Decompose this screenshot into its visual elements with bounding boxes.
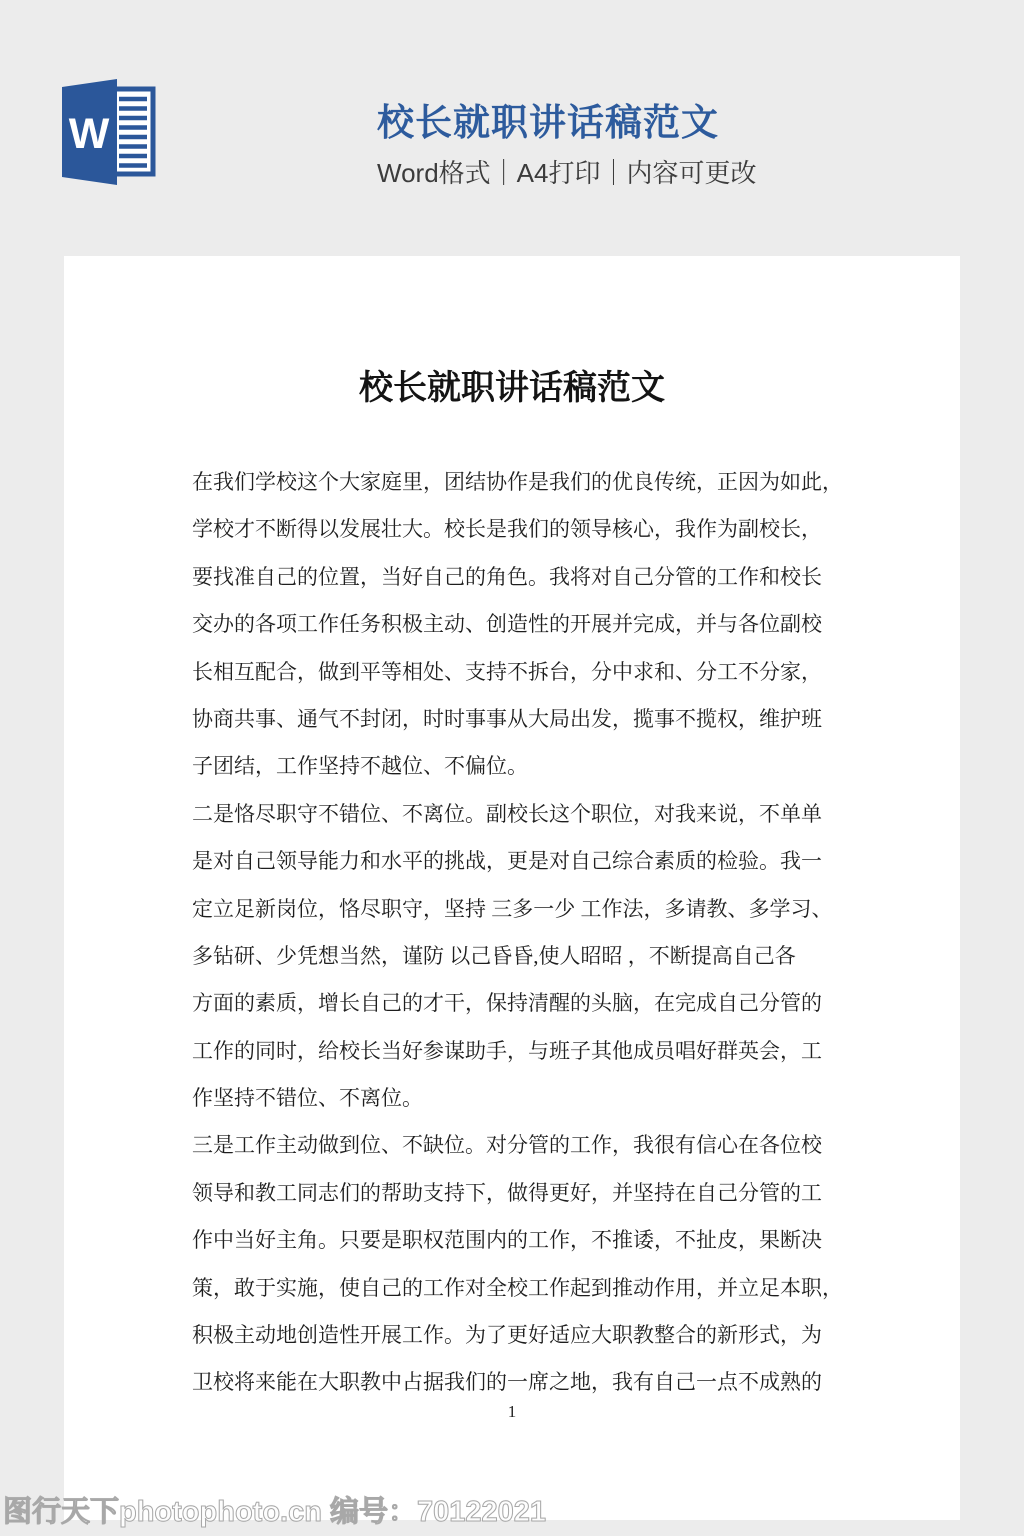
- document-line: 三是工作主动做到位、不缺位。对分管的工作，我很有信心在各位校: [192, 1133, 822, 1158]
- document-line: 策，敢于实施，使自己的工作对全校工作起到推动作用，并立足本职，: [192, 1275, 843, 1300]
- document-line: 要找准自己的位置，当好自己的角色。我将对自己分管的工作和校长: [192, 564, 822, 589]
- word-icon-page: [112, 89, 153, 174]
- document-title: 校长就职讲话稿范文: [359, 370, 665, 407]
- document-body: [192, 459, 852, 1407]
- document-line: 领导和教工同志们的帮助支持下，做得更好，并坚持在自己分管的工: [192, 1180, 822, 1205]
- document-line: 协商共事、通气不封闭，时时事事从大局出发，揽事不揽权，维护班: [192, 706, 822, 731]
- document-line: 作中当好主角。只要是职权范围内的工作，不推诿，不扯皮，果断决: [192, 1228, 822, 1253]
- document-line: 作坚持不错位、不离位。: [192, 1086, 423, 1111]
- document-line: 积极主动地创造性开展工作。为了更好适应大职教整合的新形式，为: [192, 1323, 822, 1348]
- watermark-text: 图行天下photophoto.cn 编号：70122021: [3, 1496, 547, 1528]
- document-line: 子团结，工作坚持不越位、不偏位。: [192, 754, 528, 779]
- document-line: 卫校将来能在大职教中占据我们的一席之地，我有自己一点不成熟的: [192, 1370, 822, 1395]
- document-page: [64, 256, 960, 1520]
- document-line: 学校才不断得以发展壮大。校长是我们的领导核心，我作为副校长，: [192, 517, 822, 542]
- template-subtitle: Word格式｜A4打印｜内容可更改: [377, 158, 757, 188]
- word-logo-svg: [60, 78, 160, 185]
- document-line: 在我们学校这个大家庭里，团结协作是我们的优良传统，正因为如此，: [192, 470, 843, 494]
- word-logo-icon: [60, 78, 160, 185]
- page-number: 1: [507, 1402, 517, 1421]
- template-title: 校长就职讲话稿范文: [377, 102, 719, 143]
- document-line: 方面的素质，增长自己的才干，保持清醒的头脑，在完成自己分管的: [192, 991, 822, 1016]
- document-line: 多钻研、少凭想当然，谨防 以己昏昏,使人昭昭 ，不断提高自己各: [192, 943, 796, 968]
- word-icon-letter: W: [68, 110, 110, 158]
- document-line: 定立足新岗位，恪尽职守，坚持 三多一少 工作法，多请教、多学习、: [192, 896, 833, 921]
- document-line: 交办的各项工作任务积极主动、创造性的开展并完成，并与各位副校: [192, 612, 822, 637]
- document-line: 工作的同时，给校长当好参谋助手，与班子其他成员唱好群英会，工: [192, 1038, 822, 1063]
- document-line: 二是恪尽职守不错位、不离位。副校长这个职位，对我来说，不单单: [192, 801, 822, 826]
- document-line: 是对自己领导能力和水平的挑战，更是对自己综合素质的检验。我一: [192, 849, 822, 874]
- document-line: 长相互配合，做到平等相处、支持不拆台，分中求和、分工不分家，: [192, 659, 822, 684]
